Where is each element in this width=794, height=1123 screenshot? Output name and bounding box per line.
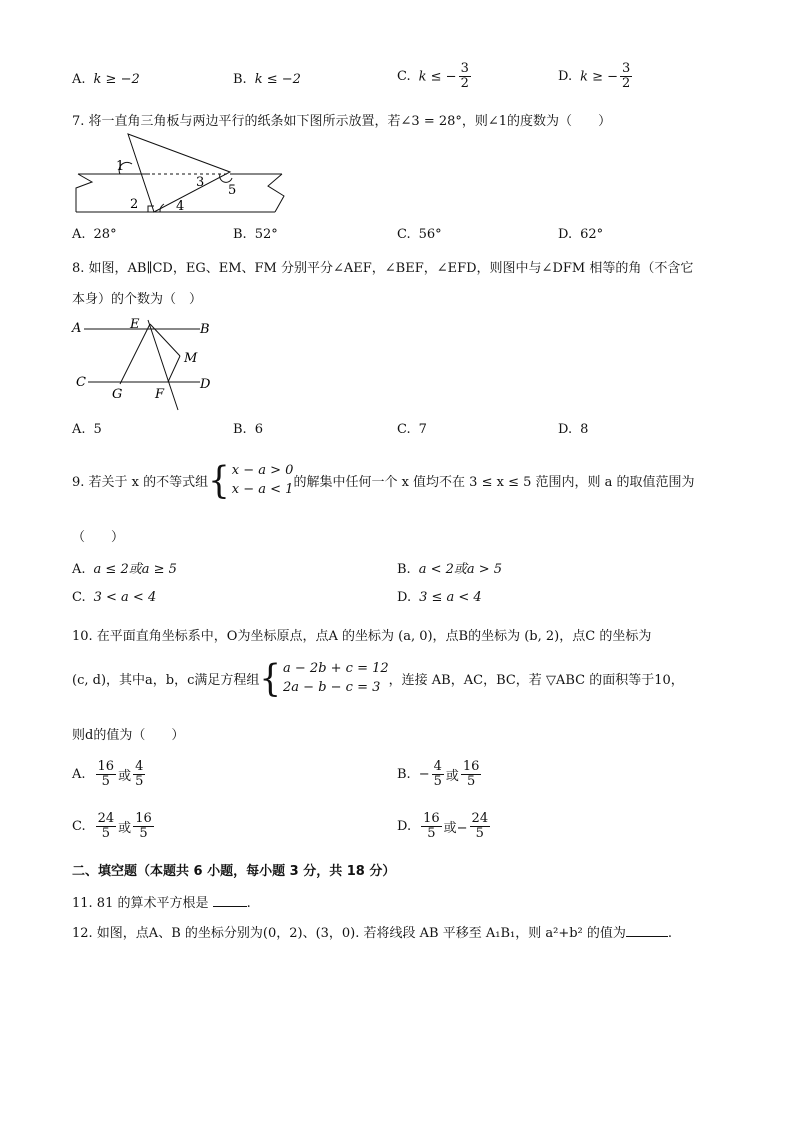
q9-option-c: C. 3 < a < 4 [72,590,157,605]
fig8-label-f: F [155,387,165,402]
q9-option-a: A. a ≤ 2或a ≥ 5 [72,562,177,577]
q6-option-a: A. k ≥ −2 [72,72,140,87]
q7-option-a: A. 28° [72,227,117,242]
line-fm [168,356,180,382]
line-eg [120,324,150,384]
fig8-label-g: G [112,387,123,402]
q9-option-d: D. 3 ≤ a < 4 [397,590,482,605]
q8-option-b: B. 6 [233,422,263,437]
q8-option-c: C. 7 [397,422,427,437]
q8-stem-line1: 8. 如图，AB∥CD，EG、EM、FM 分别平分∠AEF，∠BEF，∠EFD，则图中与∠DFM 相等的角（不含它 [72,261,694,276]
q10-option-b: B. − $\frac{4}{5}$ 或 $\frac{16}{5}$ [397,759,480,790]
q9-stem: 9. 若关于 x 的不等式组 { x − a > 0 x − a < 1 的解集中任何一个 x 值均不在 3 ≤ x ≤ 5 范围内，则 a 的取值范围为 [72,458,695,503]
q8-stem-line2: 本身）的个数为（ ） [72,292,203,307]
q10-option-a: A. $\frac{16}{5}$ 或 $\frac{4}{5}$ [72,759,144,790]
fig8-label-d: D [200,377,211,392]
fig8-label-b: B [200,322,210,337]
section-2-title: 二、填空题（本题共 6 小题，每小题 3 分，共 18 分） [72,864,396,879]
q6-option-c: C. k ≤ − $\frac{3}{2}$ [397,61,469,92]
fig7-label-5: 5 [228,183,237,198]
fig7-label-4: 4 [176,199,185,214]
q10-option-c: C. $\frac{24}{5}$ 或 $\frac{16}{5}$ [72,811,152,842]
fig7-label-1: 1 [116,159,125,174]
fig8-label-e: E [130,317,140,332]
q8-option-d: D. 8 [558,422,589,437]
q6-option-b: B. k ≤ −2 [233,72,301,87]
q12-answer-blank[interactable] [626,936,668,937]
fig8-label-a: A [72,321,82,336]
q10-option-d: D. $\frac{16}{5}$ 或− $\frac{24}{5}$ [397,811,489,842]
fig7-label-3: 3 [196,175,205,190]
strip-right-edge [268,174,284,212]
q10-line1: 10. 在平面直角坐标系中，O为坐标原点，点A 的坐标为 (a, 0)，点B的坐标为 (b, 2)，点C 的坐标为 [72,629,652,644]
q8-figure [66,312,226,412]
q12: 12. 如图，点A、B 的坐标分别为(0，2)、(3，0). 若将线段 AB 平移至 A₁B₁，则 a²+b² 的值为 . [72,926,673,941]
strip-left-edge [76,174,92,212]
q7-option-c: C. 56° [397,227,442,242]
fig8-label-m: M [184,351,198,366]
q7-figure [70,130,290,220]
q11-answer-blank[interactable] [213,906,247,907]
fig7-label-2: 2 [130,197,139,212]
fig8-label-c: C [76,375,86,390]
q9-option-b: B. a < 2或a > 5 [397,562,503,577]
q8-option-a: A. 5 [72,422,102,437]
q11: 11. 81 的算术平方根是 . [72,896,251,911]
q10-line3: 则d的值为（ ） [72,728,185,743]
q7-stem: 7. 将一直角三角板与两边平行的纸条如下图所示放置，若∠3 = 28°，则∠1的度数为（ ） [72,114,612,129]
q10-line2: (c, d)，其中a，b，c满足方程组 { a − 2b + c = 12 2a − b − c = 3 ，连接 AB，AC，BC，若 ▽ABC 的面积等于10， [72,656,684,701]
q7-option-b: B. 52° [233,227,278,242]
q9-paren: （ ） [72,530,125,545]
q7-option-d: D. 62° [558,227,604,242]
q6-option-d: D. k ≥ − $\frac{3}{2}$ [558,61,631,92]
